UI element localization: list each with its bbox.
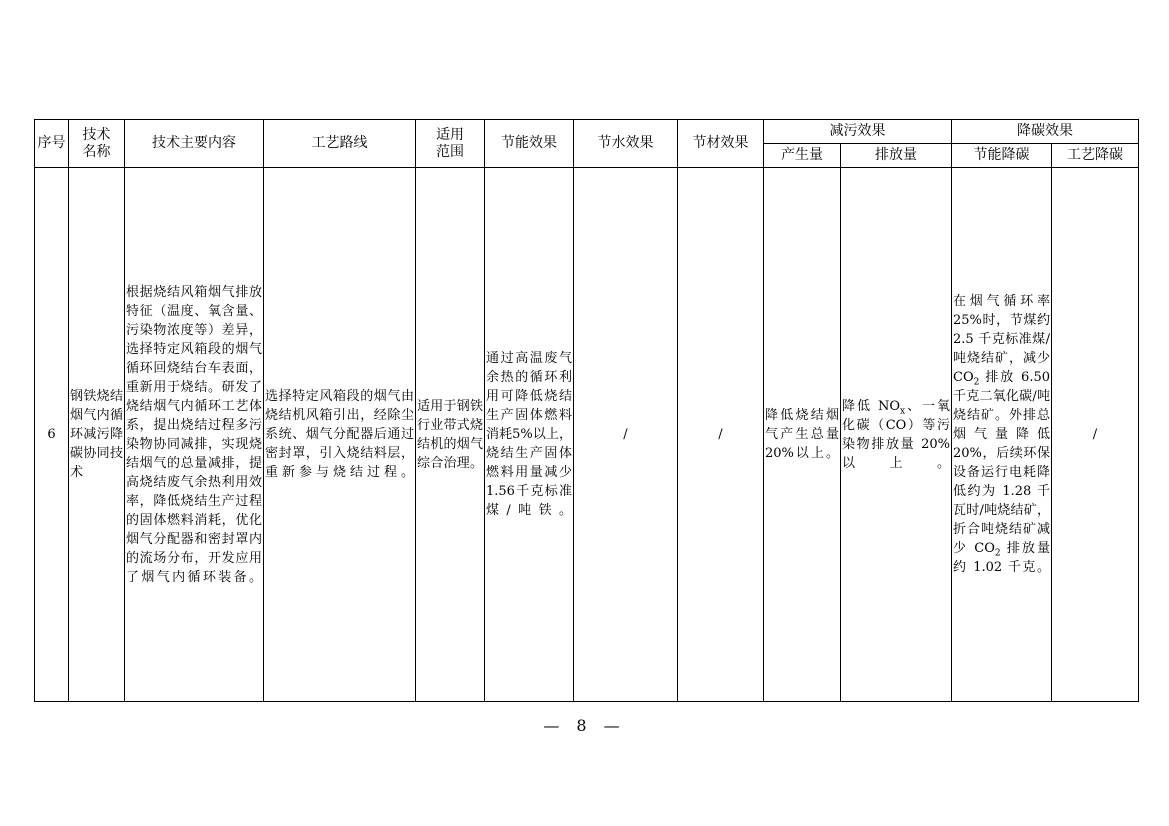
technology-table: [34, 119, 1139, 702]
carbon-energy-part-b: 排放 6.50 千克二氧化碳/吨烧结矿。外排总烟气量降低20%，后续环保设备运行电耗降低约为 1.28 千瓦时/吨烧结矿，折合吨烧结矿减少 CO: [953, 370, 1050, 556]
header-main-content: 技术主要内容: [125, 120, 264, 168]
cell-material: /: [678, 168, 764, 702]
pollution-emission-sub: x: [900, 406, 906, 417]
cell-main-content: [125, 168, 264, 702]
pollution-emission-part-a: 降低 NO: [842, 398, 901, 414]
header-carbon-process: 工艺降碳: [1052, 144, 1139, 168]
carbon-energy-part-c: 排放量约 1.02 千克。: [953, 541, 1050, 575]
header-scope: 适用 范围: [416, 120, 485, 168]
cell-water: /: [574, 168, 678, 702]
header-no: 序号: [35, 120, 69, 168]
cell-scope: [416, 168, 485, 702]
header-pollution-generation: 产生量: [764, 144, 841, 168]
header-process-route: 工艺路线: [264, 120, 416, 168]
header-pollution-emission: 排放量: [841, 144, 952, 168]
carbon-energy-text: [952, 292, 1051, 577]
carbon-energy-part-a: 在烟气循环率25%时，节煤约2.5 千克标准煤/吨烧结矿，减少CO: [953, 294, 1050, 385]
table-row: [35, 168, 1139, 702]
tech-name-text: 钢铁烧结烟气内循环减污降碳协同技术: [70, 389, 123, 480]
header-carbon: 降碳效果: [952, 120, 1139, 144]
pollution-emission-text: [841, 397, 951, 473]
header-energy: 节能效果: [485, 120, 574, 168]
page-number: — 8 —: [543, 716, 626, 735]
header-carbon-energy: 节能降碳: [952, 144, 1052, 168]
cell-no: 6: [35, 168, 69, 702]
cell-carbon-energy: [952, 168, 1052, 702]
header-material: 节材效果: [678, 120, 764, 168]
pollution-generation-text: 降低烧结烟气产生总量20%以上。: [765, 408, 839, 461]
cell-process-route: [264, 168, 416, 702]
process-route-text: 选择特定风箱段的烟气由烧结机风箱引出，经除尘系统、烟气分配器后通过密封罩，引入烧结料层，重新参与烧结过程。: [265, 389, 414, 480]
scope-text: 适用于钢铁行业带式烧结机的烟气综合治理。: [417, 398, 483, 471]
energy-text: 通过高温废气余热的循环利用可降低烧结生产固体燃料消耗5%以上，烧结生产固体燃料用量减少1.56千克标准煤/吨铁。: [486, 351, 572, 518]
pollution-emission-part-b: 、一氧化碳（CO）等污染物排放量 20%以上。: [842, 398, 950, 471]
cell-carbon-process: /: [1052, 168, 1139, 702]
carbon-energy-sub-2: 2: [994, 548, 1001, 559]
header-water: 节水效果: [574, 120, 678, 168]
cell-pollution-generation: [764, 168, 841, 702]
main-content-text: 根据烧结风箱烟气排放特征（温度、氧含量、污染物浓度等）差异，选择特定风箱段的烟气循环回烧结台车表面，重新用于烧结。研发了烧结烟气内循环工艺体系，提出烧结过程多污染物协同减排，实现烧结烟气的总量减排，提高烧结废气余热利用效率，降低烧结生产过程的固体燃料消耗，优化烟气分配器和密封罩内的流场分布，开发应用了烟气内循环装备。: [126, 284, 262, 585]
header-pollution: 减污效果: [764, 120, 952, 144]
cell-tech-name: [69, 168, 125, 702]
cell-energy: [485, 168, 574, 702]
header-tech-name: 技术 名称: [69, 120, 125, 168]
carbon-energy-sub-1: 2: [973, 377, 980, 388]
cell-pollution-emission: [841, 168, 952, 702]
header-row-1: [35, 120, 1139, 144]
